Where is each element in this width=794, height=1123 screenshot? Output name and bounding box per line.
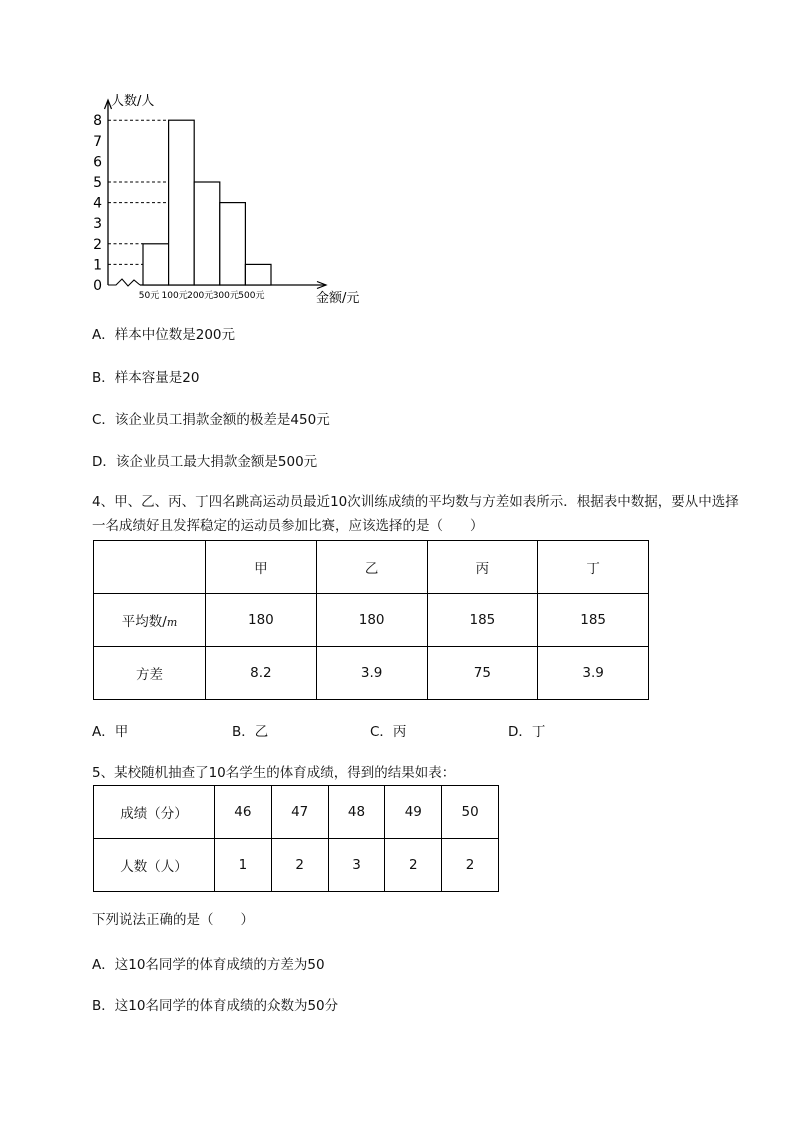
table-cell: 3 — [328, 839, 385, 892]
table-row — [94, 839, 499, 892]
q4-option-d[interactable]: D．丁 — [508, 724, 546, 740]
table-cell: 75 — [427, 647, 538, 700]
y-tick-label: 8 — [93, 113, 102, 130]
q3-option-c[interactable]: C．该企业员工捐款金额的极差是450元 — [92, 412, 330, 428]
x-tick-label: 100元 — [161, 291, 188, 301]
histogram-bar — [194, 182, 220, 285]
y-tick-label: 4 — [93, 195, 102, 212]
histogram-bar — [245, 264, 271, 285]
y-tick-label: 0 — [93, 278, 102, 294]
table-cell: 180 — [316, 594, 427, 647]
y-tick-label: 3 — [93, 216, 102, 233]
table-row — [94, 647, 649, 700]
q5-stem: 5、某校随机抽查了10名学生的体育成绩，得到的结果如表： — [92, 765, 456, 781]
x-tick-label: 500元 — [238, 291, 265, 301]
table-row — [94, 594, 649, 647]
table-row — [94, 786, 499, 839]
q3-option-a[interactable]: A．样本中位数是200元 — [92, 327, 236, 343]
y-tick-label: 7 — [93, 133, 102, 150]
y-tick-label: 6 — [93, 154, 102, 171]
table-cell — [94, 541, 206, 594]
histogram-svg — [88, 90, 378, 310]
q5-option-b[interactable]: B．这10名同学的体育成绩的众数为50分 — [92, 998, 339, 1014]
x-axis-label: 金额/元 — [316, 291, 360, 306]
table-cell: 方差 — [94, 647, 206, 700]
table-cell: 50 — [442, 786, 499, 839]
table-cell: 3.9 — [316, 647, 427, 700]
q4-option-c[interactable]: C．丙 — [370, 724, 407, 740]
table-cell: 46 — [215, 786, 272, 839]
table-cell: 2 — [385, 839, 442, 892]
table-cell: 丁 — [538, 541, 649, 594]
table-cell: 180 — [206, 594, 317, 647]
table-cell: 185 — [538, 594, 649, 647]
table-cell: 甲 — [206, 541, 317, 594]
q4-table — [93, 540, 649, 700]
histogram-bar — [143, 244, 169, 285]
q4-option-b[interactable]: B．乙 — [232, 724, 269, 740]
x-tick-label: 300元 — [212, 291, 239, 301]
table-cell: 丙 — [427, 541, 538, 594]
x-tick-label: 50元 — [138, 291, 160, 301]
y-tick-label: 1 — [93, 257, 102, 274]
q5-table — [93, 785, 499, 892]
q5-option-a[interactable]: A．这10名同学的体育成绩的方差为50 — [92, 957, 325, 973]
y-tick-label: 2 — [93, 236, 102, 253]
table-row — [94, 541, 649, 594]
table-cell: 47 — [271, 786, 328, 839]
table-cell: 人数（人） — [94, 839, 215, 892]
table-cell: 49 — [385, 786, 442, 839]
histogram-bar — [169, 120, 195, 285]
y-tick-label: 5 — [93, 175, 102, 191]
histogram-bar — [220, 203, 246, 285]
table-cell: 48 — [328, 786, 385, 839]
x-axis-break — [108, 279, 140, 286]
q3-option-d[interactable]: D．该企业员工最大捐款金额是500元 — [92, 454, 318, 470]
q4-option-a[interactable]: A．甲 — [92, 724, 129, 740]
q3-option-b[interactable]: B．样本容量是20 — [92, 370, 200, 386]
table-cell: 8.2 — [206, 647, 317, 700]
unit-label: m — [166, 616, 178, 629]
table-cell: 成绩（分） — [94, 786, 215, 839]
x-tick-label: 200元 — [187, 291, 214, 301]
table-cell: 乙 — [316, 541, 427, 594]
table-cell: 2 — [271, 839, 328, 892]
table-cell — [94, 594, 206, 647]
table-cell: 3.9 — [538, 647, 649, 700]
table-cell: 185 — [427, 594, 538, 647]
q5-prompt: 下列说法正确的是（ ） — [92, 912, 254, 928]
donation-histogram — [88, 90, 378, 310]
row-label: 平均数/ — [121, 614, 167, 630]
table-cell: 1 — [215, 839, 272, 892]
q4-stem: 4、甲、乙、丙、丁四名跳高运动员最近10次训练成绩的平均数与方差如表所示．根据表中数据，要从中选择一名成绩好且发挥稳定的运动员参加比赛，应该选择的是（ ） — [92, 494, 739, 534]
y-axis-label: 人数/人 — [111, 94, 155, 109]
table-cell: 2 — [442, 839, 499, 892]
